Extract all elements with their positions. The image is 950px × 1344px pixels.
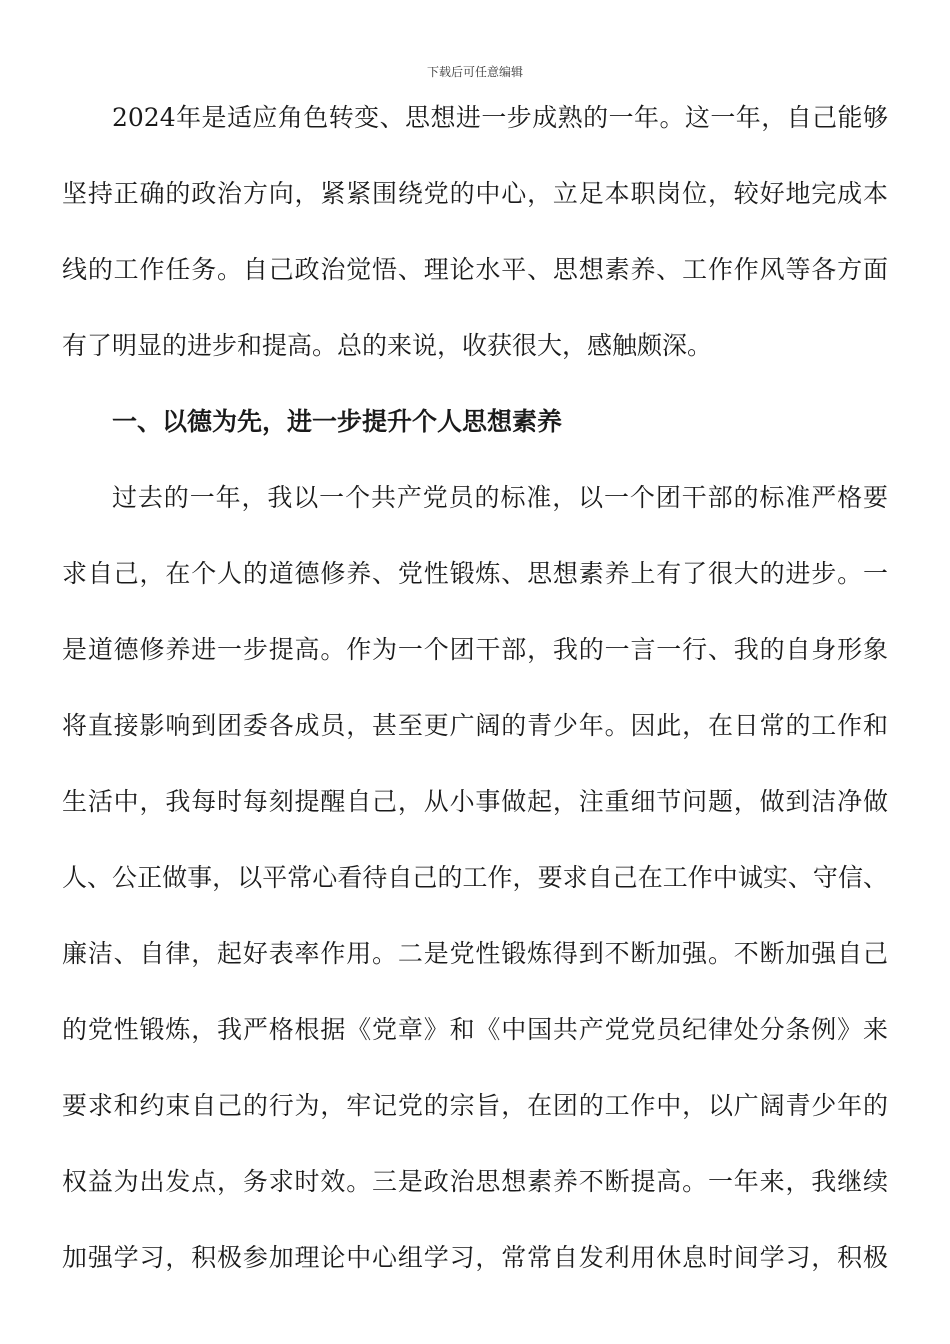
paragraph-line: 加强学习，积极参加理论中心组学习，常常自发利用休息时间学习，积极: [62, 1243, 888, 1272]
paragraph-line: 线的工作任务。自己政治觉悟、理论水平、思想素养、工作作风等各方面: [62, 255, 888, 284]
paragraph-line: 2024年是适应角色转变、思想进一步成熟的一年。这一年，自己能够: [112, 103, 888, 132]
page-header: 下载后可任意编辑: [426, 65, 523, 79]
paragraph-line: 人、公正做事，以平常心看待自己的工作，要求自己在工作中诚实、守信、: [62, 863, 888, 892]
section-heading: 一、以德为先，进一步提升个人思想素养: [112, 407, 563, 436]
paragraph-line: 生活中，我每时每刻提醒自己，从小事做起，注重细节问题，做到洁净做: [62, 787, 888, 816]
paragraph-line: 要求和约束自己的行为，牢记党的宗旨，在团的工作中，以广阔青少年的: [62, 1091, 888, 1120]
paragraph-line: 权益为出发点，务求时效。三是政治思想素养不断提高。一年来，我继续: [62, 1167, 888, 1196]
paragraph-line: 有了明显的进步和提高。总的来说，收获很大，感触颇深。: [62, 331, 713, 360]
paragraph-line: 过去的一年，我以一个共产党员的标准，以一个团干部的标准严格要: [112, 483, 888, 512]
document-body: [62, 96, 888, 1312]
paragraph-line: 是道德修养进一步提高。作为一个团干部，我的一言一行、我的自身形象: [62, 635, 888, 664]
paragraph-line: 坚持正确的政治方向，紧紧围绕党的中心，立足本职岗位，较好地完成本: [62, 179, 888, 208]
paragraph-line: 的党性锻炼，我严格根据《党章》和《中国共产党党员纪律处分条例》来: [62, 1015, 888, 1044]
paragraph-line: 求自己，在个人的道德修养、党性锻炼、思想素养上有了很大的进步。一: [62, 559, 888, 588]
paragraph-line: 廉洁、自律，起好表率作用。二是党性锻炼得到不断加强。不断加强自己: [62, 939, 888, 968]
paragraph-line: 将直接影响到团委各成员，甚至更广阔的青少年。因此，在日常的工作和: [62, 711, 888, 740]
